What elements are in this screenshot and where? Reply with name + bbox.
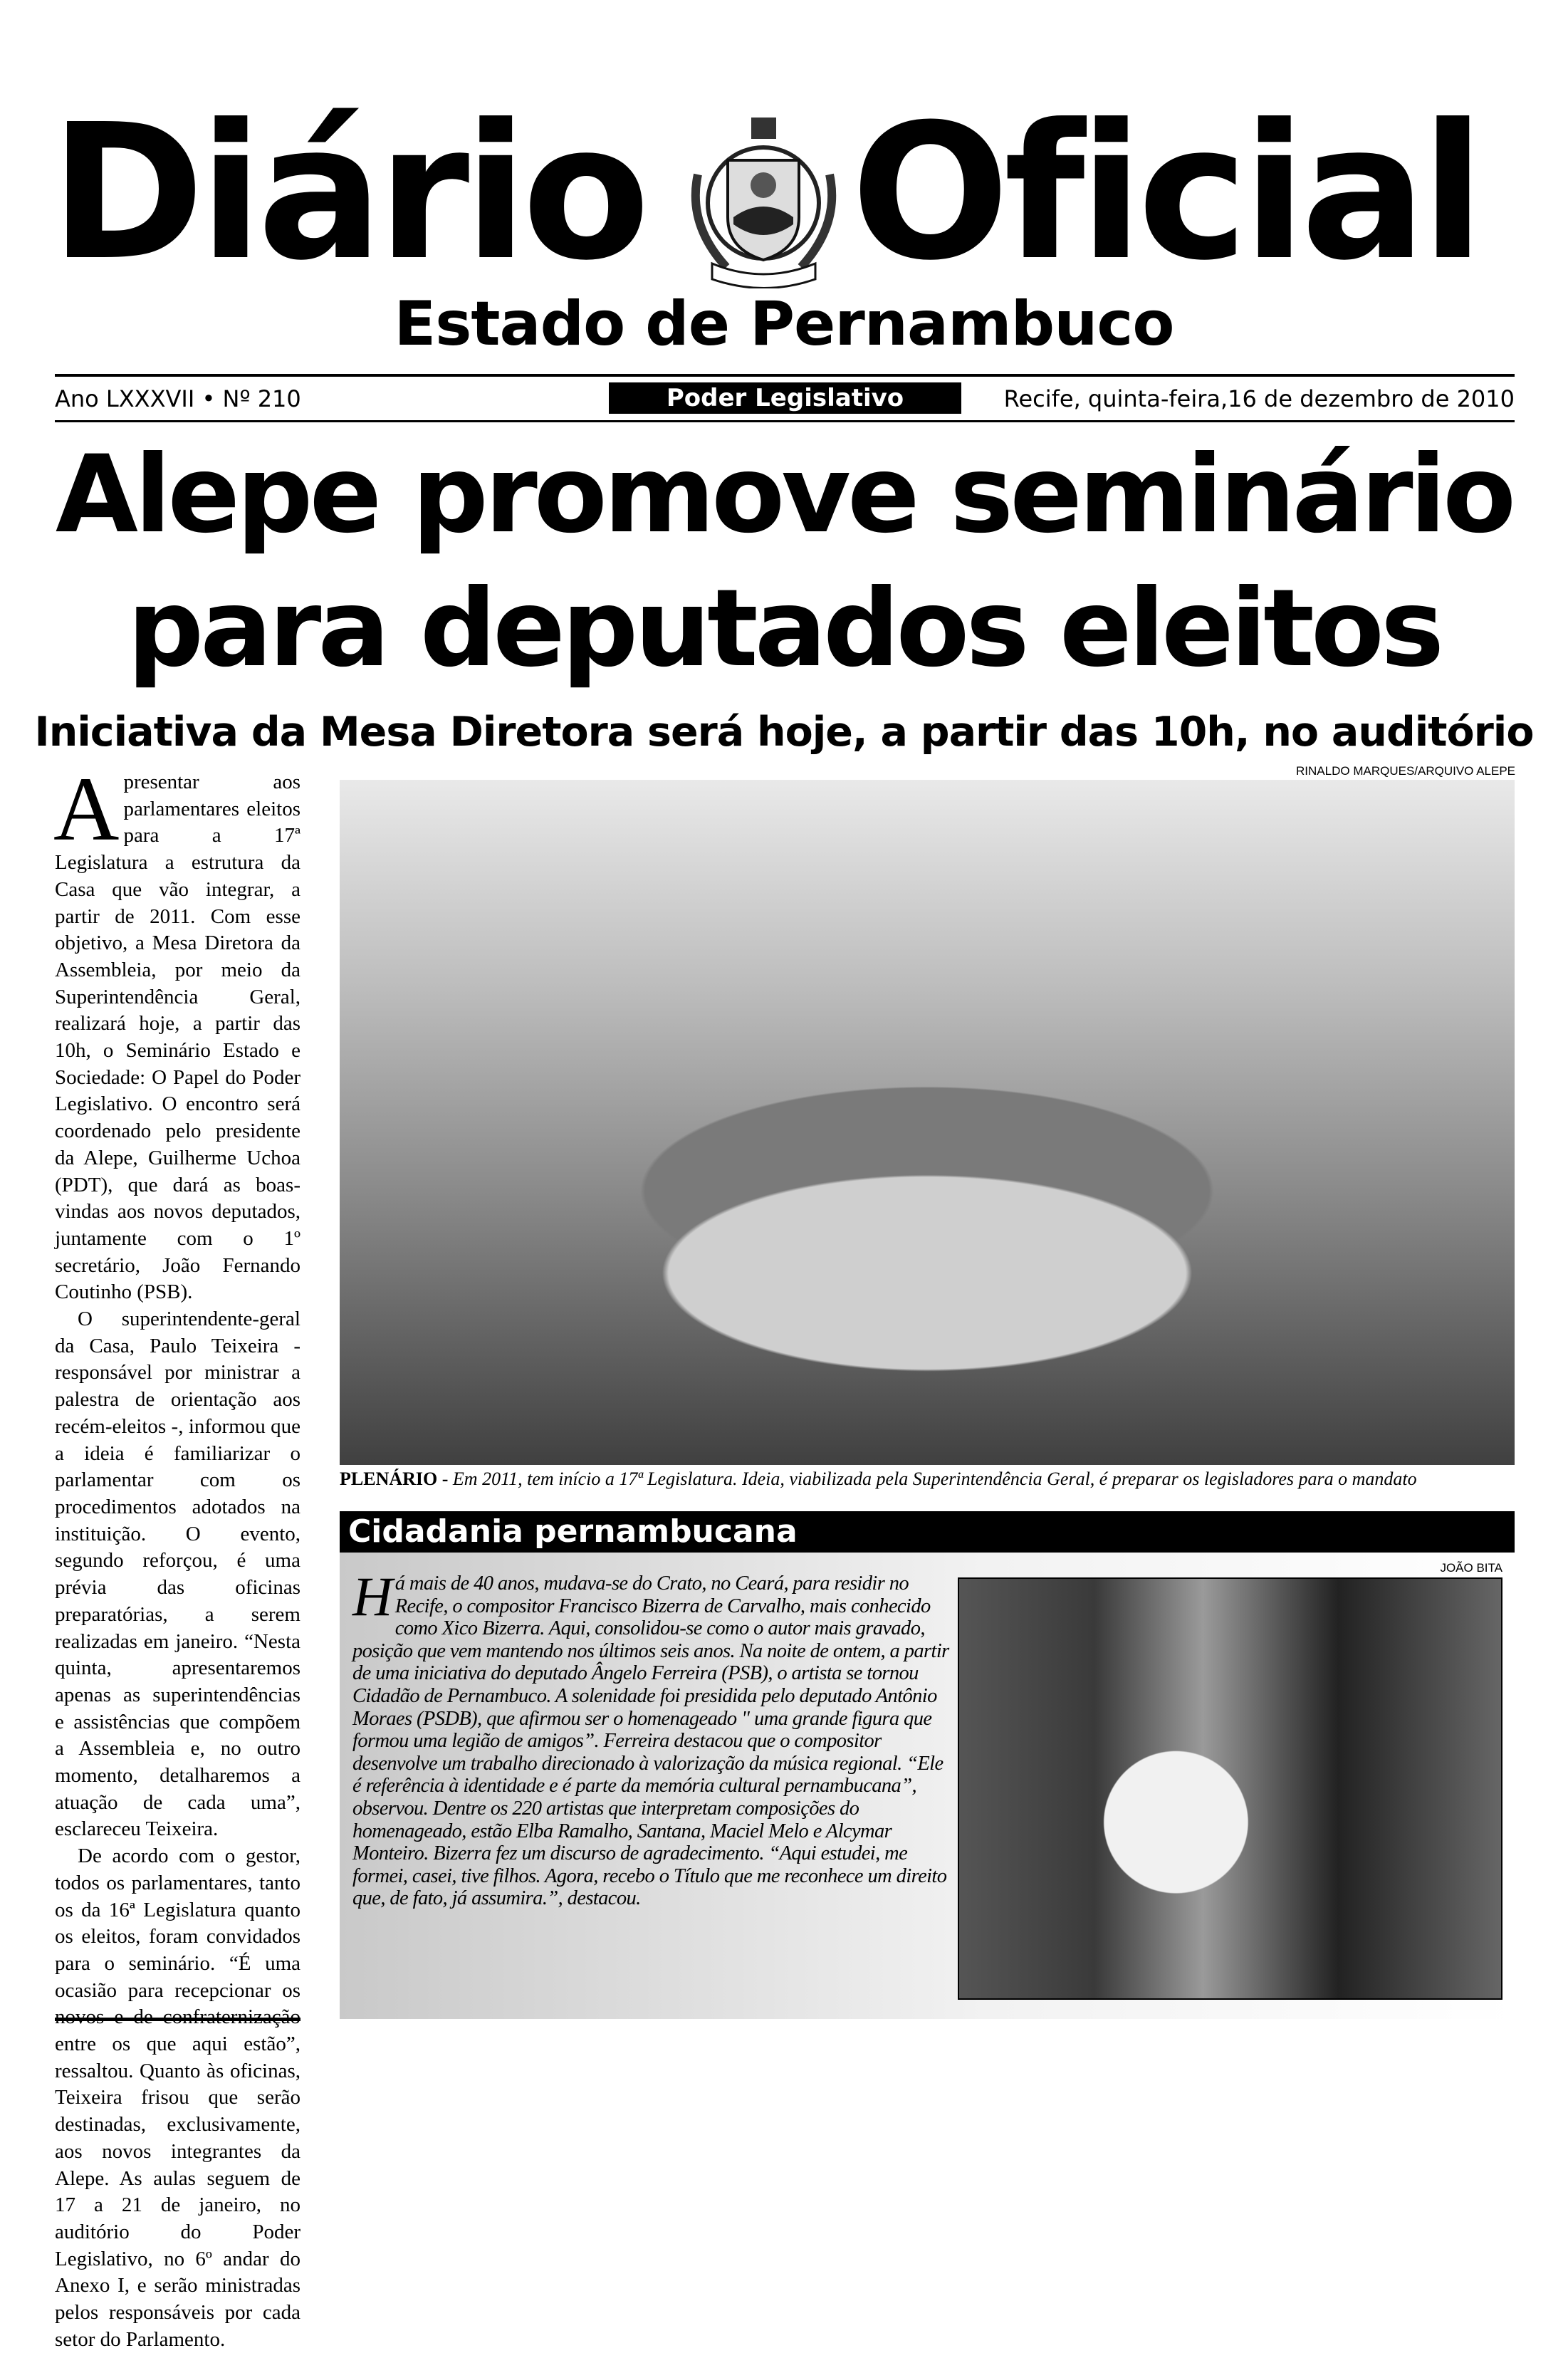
caption-label: PLENÁRIO - [340, 1468, 453, 1489]
article-paragraph: presentar aos parlamentares eleitos para a 17ª Legislatura a estrutura da Casa que vão integrar, a partir de 2011. Com esse objetivo, a Mesa Diretora da Assembleia, por meio da Superintendência Geral, realizará hoje, a partir das 10h, o Seminário Estado e Sociedade: O Papel do Poder Legislativo. O encontro será coordenado pelo presidente da Alepe, Guilherme Uchoa (PDT), que dará as boas-vindas aos novos deputados, juntamente com o 1º secretário, João Fernando Coutinho (PSB). [55, 771, 300, 1304]
masthead-title-right: Oficial [851, 84, 1480, 301]
box-article [352, 1565, 954, 1910]
photo-caption [340, 1468, 1515, 1490]
lead-article [53, 758, 300, 2353]
dateline: Recife, quinta-feira,16 de dezembro de 2010 [1003, 385, 1515, 412]
headline-line-1: Alepe promove seminário [55, 433, 1513, 557]
article-paragraph: De acordo com o gestor, todos os parlamentares, tanto os da 16ª Legislatura quanto os eleitos, foram convidados para o seminário. “É uma ocasião para recepcionar os entre os que aqui estão”, ressaltou. Quanto às oficinas, Teixeira frisou que serão destinadas, exclusivamente, aos novos integrantes da Alepe. As aulas seguem de 17 a 21 de janeiro, no auditório do Poder Legislativo, no 6º andar do Anexo I, e serão ministradas pelos responsáveis por cada setor do Parlamento. [55, 1845, 300, 2351]
plenary-photo [340, 780, 1515, 1465]
headline-line-2: para deputados eleitos [127, 567, 1441, 691]
drop-cap: A [53, 758, 120, 860]
section-badge: Poder Legislativo [609, 382, 961, 414]
masthead-title-left: Diário [50, 84, 645, 301]
photo-credit: RINALDO MARQUES/ARQUIVO ALEPE [1296, 764, 1515, 778]
masthead-subtitle: Estado de Pernambuco [394, 288, 1174, 360]
column-end-rule [55, 2018, 300, 2021]
box-article-text: á mais de 40 anos, mudava-se do Crato, no Ceará, para residir no Recife, o compositor Francisco Bizerra de Carvalho, mais conhecido como Xico Bizerra. Aqui, consolidou-se como o autor mais gravado, posição que vem mantendo nos últimos seis anos. Na noite de ontem, a partir de uma iniciativa do deputado Ângelo Ferreira (PSB), o artista se tornou Cidadão de Pernambuco. A solenidade foi presidida pelo deputado Antônio Moraes (PSDB), que afirmou ser o homenageado " uma grande figura que formou uma legião de amigos”. Ferreira destacou que o compositor desenvolve um trabalho direcionado à valorização da música regional. “Ele é referência à identidade e é parte da memória cultural pernambucana”, observou. Dentre os 220 artistas que interpretam composições do homenageado, estão Elba Ramalho, Santana, Maciel Melo e Alcymar Monteiro. Bizerra fez um discurso de agradecimento. “Aqui estudei, me formei, casei, tive filhos. Agora, recebo o Título que me reconhece um direito que, de fato, já assumira.”, destacou. [352, 1572, 949, 1910]
divider [55, 374, 1515, 377]
photo-credit: JOÃO BITA [1440, 1561, 1502, 1575]
ceremony-photo [958, 1577, 1502, 2000]
box-header: Cidadania pernambucana [340, 1511, 1515, 1553]
drop-cap: H [352, 1565, 392, 1627]
article-paragraph: O superintendente-geral da Casa, Paulo Teixeira - responsável por ministrar a palestra de orientação aos recém-eleitos -, informou que a ideia é familiarizar o parlamentar com os procedimentos adotados na instituição. O evento, segundo reforçou, é uma prévia das oficinas preparatórias, a serem realizadas em janeiro. “Nesta quinta, apresentaremos apenas as superintendências e assistências que compõem a Assembleia e, no outro momento, detalharemos a atuação de cada uma”, esclareceu Teixeira. [55, 1308, 300, 1841]
edition-number: Ano LXXXVII • Nº 210 [55, 385, 301, 412]
divider [55, 420, 1515, 422]
deck: Iniciativa da Mesa Diretora será hoje, a partir das 10h, no auditório [34, 709, 1534, 756]
coat-of-arms-icon [684, 118, 844, 288]
caption-text: Em 2011, tem início a 17ª Legislatura. Ideia, viabilizada pela Superintendência Geral, é preparar os legisladores para o mandato [452, 1468, 1417, 1489]
